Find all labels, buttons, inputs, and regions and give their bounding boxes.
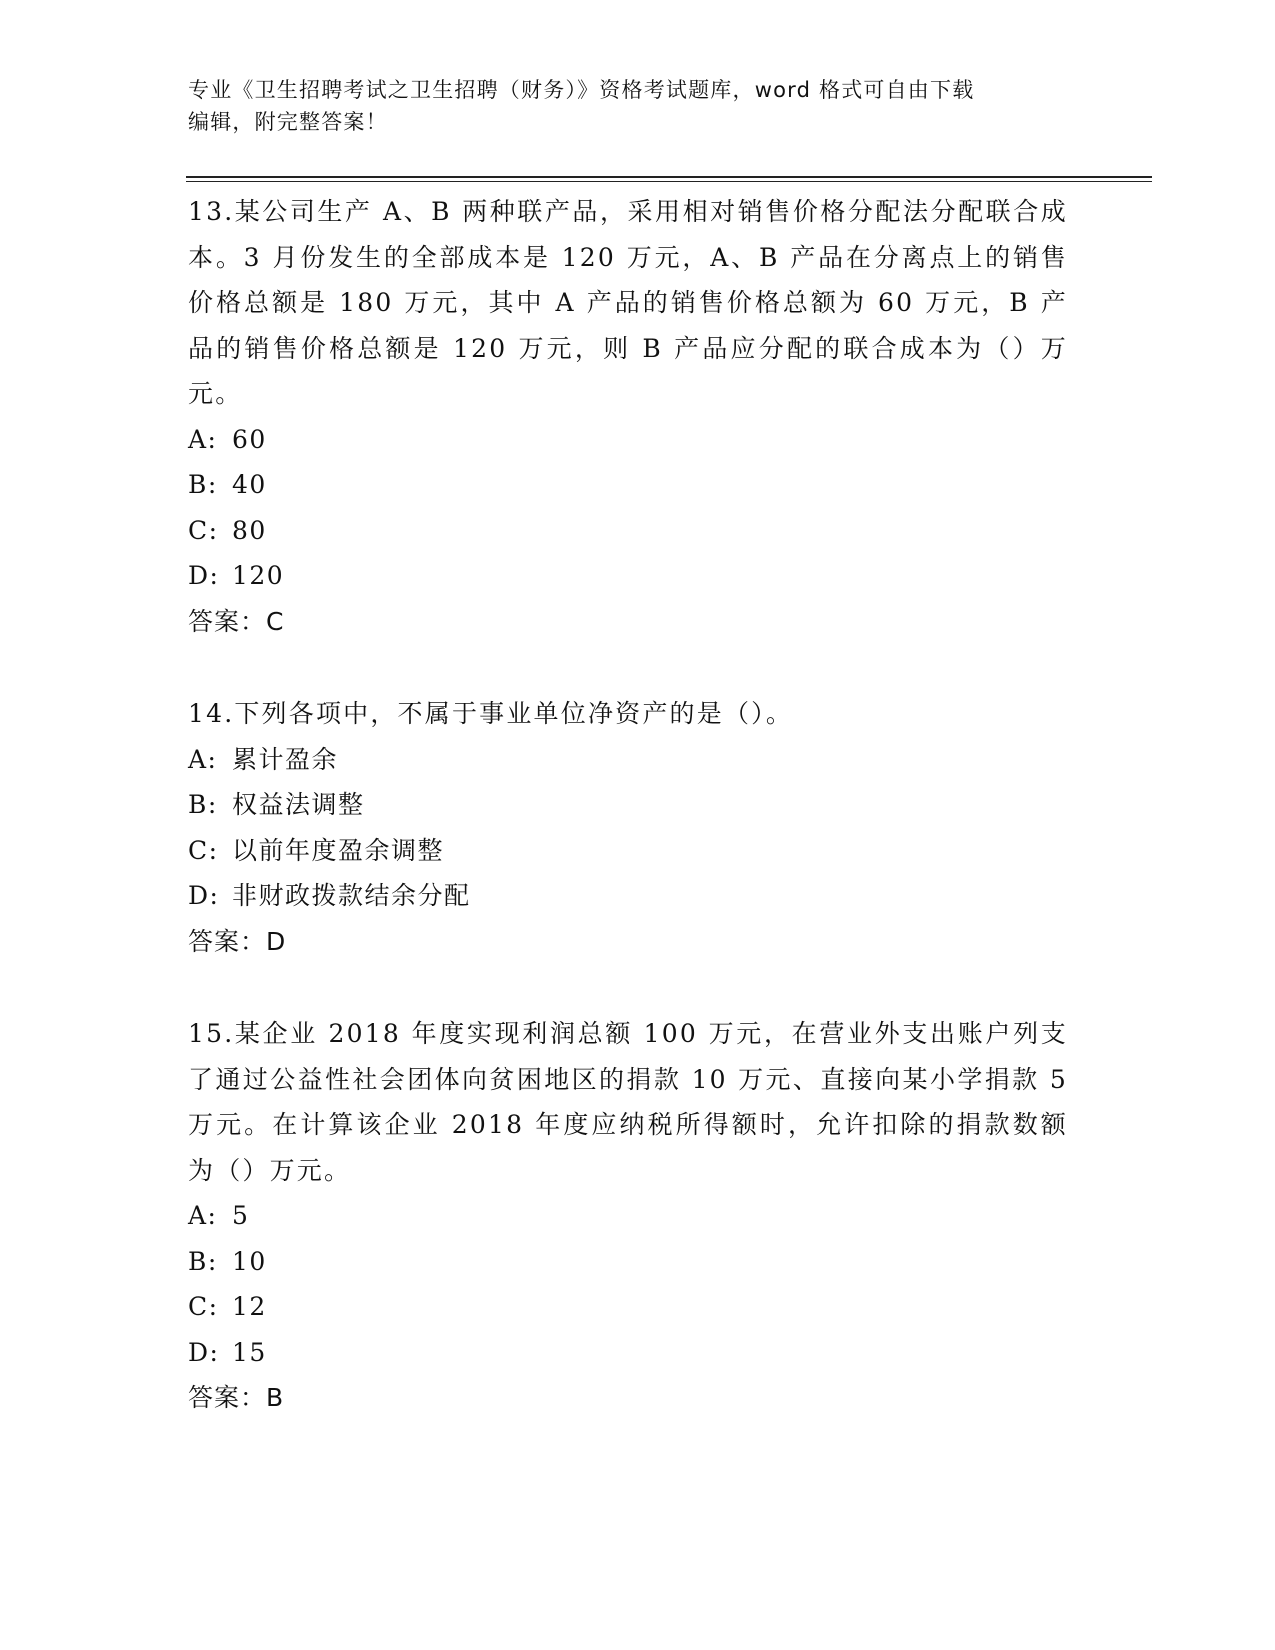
option-d [188,873,1068,919]
option-c [188,828,1068,874]
header-divider-thin [186,181,1152,182]
answer-line: 答案：C [188,606,285,636]
option-text: 80 [232,515,267,545]
option-text: 10 [232,1246,267,1276]
option-letter: A: [188,1201,218,1230]
question-stem: 14.下列各项中，不属于事业单位净资产的是（）。 [188,699,794,728]
answer-line: 答案：D [188,926,287,956]
option-text: 60 [232,424,267,454]
option-d [188,553,1068,599]
option-d [188,1330,1068,1376]
question-list [188,189,1068,1468]
option-letter: C: [188,1292,219,1321]
option-a [188,417,1068,463]
option-letter: D: [188,561,220,590]
option-text: 5 [232,1201,250,1230]
option-letter: D: [188,881,220,910]
option-letter: B: [188,1246,218,1276]
header-line-1: 专业《卫生招聘考试之卫生招聘（财务）》资格考试题库，word 格式可自由下载 [188,78,975,102]
option-text: 非财政拨款结余分配 [232,881,471,910]
question-stem: 13.某公司生产 A、B 两种联产品，采用相对销售价格分配法分配联合成本。3 月份发生的全部成本是 120 万元，A、B 产品在分离点上的销售价格总额是 180 万元，其中 A 产品的销售价格总额为 60 万元，B 产品的销售价格总额是 120 万元，则 B 产品应分配的联合成本为（）万元。 [188,197,1068,408]
document-header [188,74,1068,138]
option-b [188,462,1068,508]
question-stem: 15.某企业 2018 年度实现利润总额 100 万元，在营业外支出账户列支了通过公益性社会团体向贫困地区的捐款 10 万元、直接向某小学捐款 5 万元。在计算该企业 2018 年度应纳税所得额时，允许扣除的捐款数额为（）万元。 [188,1019,1068,1185]
question-15 [188,1011,1068,1421]
answer-line: 答案：B [188,1383,285,1412]
option-text: 累计盈余 [232,744,339,774]
option-letter: A: [188,744,218,774]
option-text: 15 [232,1337,267,1367]
option-b [188,1239,1068,1285]
header-divider-thick [186,176,1152,178]
option-c [188,508,1068,554]
option-text: 权益法调整 [232,790,365,819]
option-letter: B: [188,790,218,819]
option-text: 以前年度盈余调整 [232,835,445,865]
question-13 [188,189,1068,644]
option-letter: C: [188,515,219,545]
option-text: 120 [232,561,285,590]
option-letter: C: [188,835,219,865]
option-letter: A: [188,424,218,454]
option-a [188,737,1068,783]
option-b [188,782,1068,828]
option-a [188,1193,1068,1239]
option-letter: D: [188,1337,220,1367]
option-text: 40 [232,470,267,499]
question-14 [188,691,1068,964]
option-c [188,1284,1068,1330]
option-letter: B: [188,470,218,499]
header-line-2: 编辑，附完整答案！ [188,110,388,134]
option-text: 12 [232,1292,267,1321]
